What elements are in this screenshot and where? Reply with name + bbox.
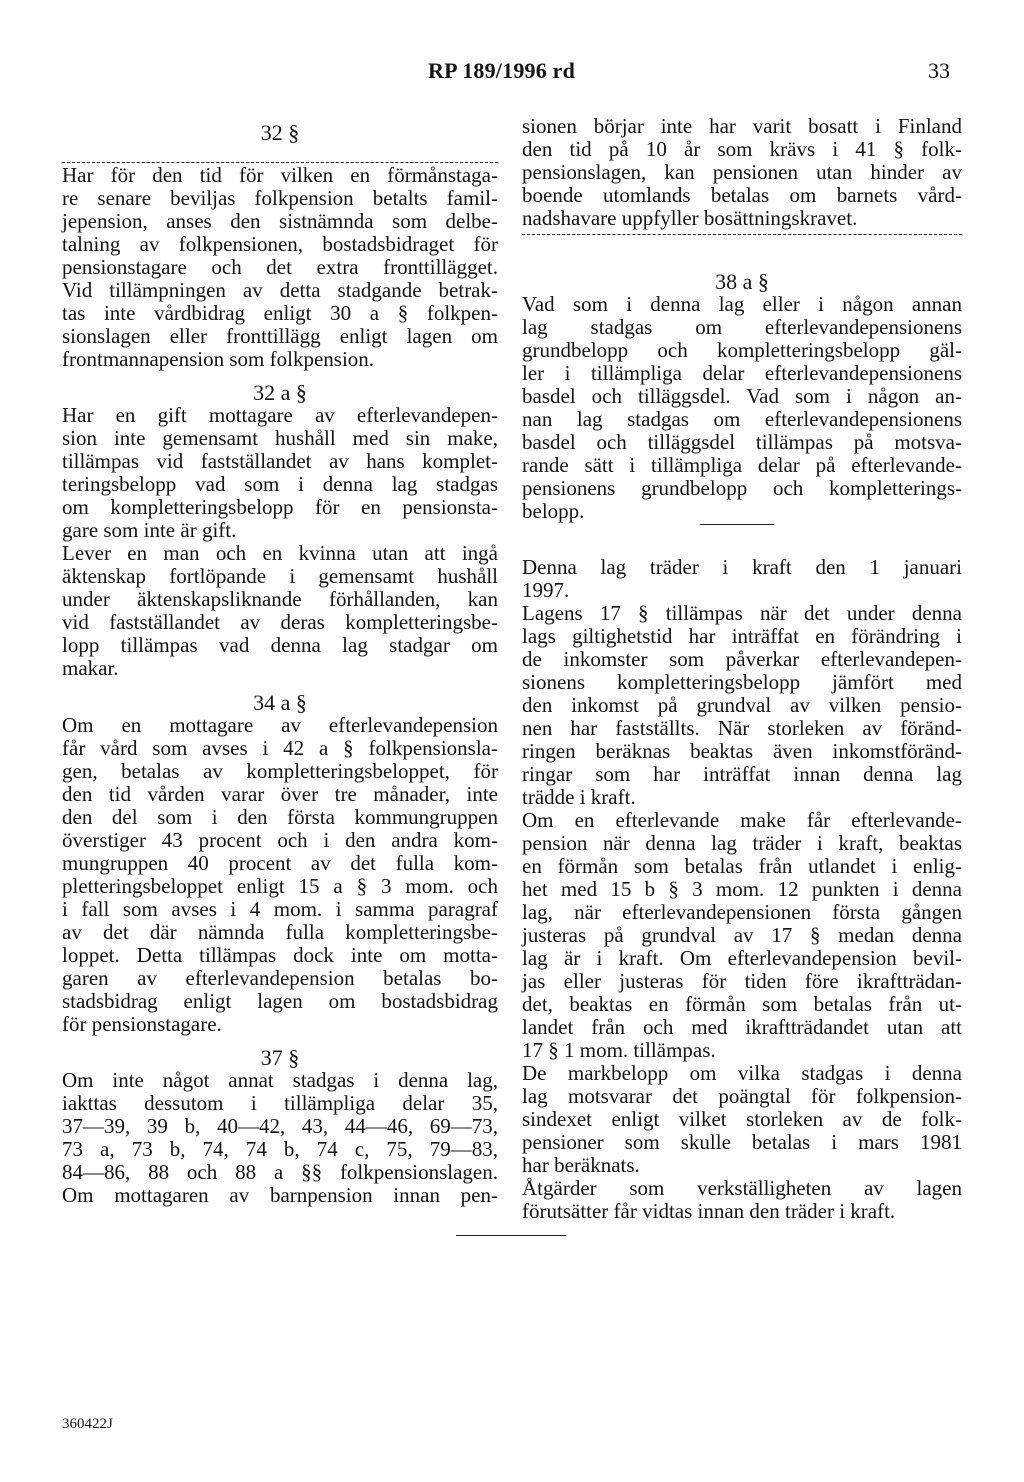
section-dash-rule — [62, 162, 498, 163]
text-line: 37—39, 39 b, 40—42, 43, 44—46, 69—73, — [62, 1114, 498, 1138]
text-line: överstiger 43 procent och i den andra kom- — [62, 828, 498, 852]
text-line: garen av efterlevandepension betalas bo- — [62, 966, 498, 990]
text-line: lag stadgas om efterlevandepensionens — [522, 315, 962, 339]
text-line: pensionstagare och det extra fronttillägget. — [62, 255, 498, 279]
text-line: i fall som avses i 4 mom. i samma paragraf — [62, 897, 498, 921]
text-line: lag, när efterlevandepensionen första gången — [522, 900, 962, 924]
text-line: förutsätter får vidtas innan den träder i kraft. — [522, 1199, 896, 1223]
text-line: för pensionstagare. — [62, 1012, 222, 1036]
text-line: basdel och tilläggsdel. Vad som i någon an- — [522, 384, 962, 408]
text-line: sion inte gemensamt hushåll med sin make, — [62, 426, 498, 450]
text-line: nadshavare uppfyller bosättningskravet. — [522, 206, 858, 230]
document-code: 360422J — [62, 1416, 113, 1432]
text-line: iakttas dessutom i tillämpliga delar 35, — [62, 1091, 498, 1115]
text-line: vid fastställandet av deras kompletteringsbe- — [62, 610, 498, 634]
text-line: jepension, anses den sistnämnda som delbe- — [62, 209, 498, 233]
text-line: gare som inte är gift. — [62, 518, 237, 542]
text-line: av det där nämnda fulla kompletteringsbe- — [62, 920, 498, 944]
text-line: lag är i kraft. Om efterlevandepension bevil- — [522, 946, 962, 970]
text-line: het med 15 b § 3 mom. 12 punkten i denna — [522, 877, 962, 901]
text-line: pensioner som skulle betalas i mars 1981 — [522, 1130, 962, 1154]
text-line: Vid tillämpningen av detta stadgande betrak- — [62, 278, 498, 302]
text-line: pensionens grundbelopp och kompletterings- — [522, 476, 962, 500]
text-line: lopp tillämpas vad denna lag stadgar om — [62, 633, 498, 657]
text-line: 1997. — [522, 578, 570, 602]
text-line: sionens kompletteringsbelopp jämfört med — [522, 670, 962, 694]
text-line: Lagens 17 § tillämpas när det under denna — [522, 601, 962, 625]
end-separator-rule — [456, 1235, 566, 1236]
section-heading: 32 § — [260, 120, 300, 145]
section-heading: 32 a § — [253, 380, 307, 405]
text-line: har beräknats. — [522, 1153, 640, 1177]
text-line: gen, betalas av kompletteringsbeloppet, för — [62, 759, 498, 783]
text-line: belopp. — [522, 499, 585, 523]
text-line: teringsbelopp vad som i denna lag stadgas — [62, 472, 498, 496]
text-line: den tid på 10 år som krävs i 41 § folk- — [522, 137, 962, 161]
text-line: får vård som avses i 42 a § folkpensionsla- — [62, 736, 498, 760]
text-line: ringen beräknas beaktas även inkomstföränd- — [522, 739, 962, 763]
text-line: loppet. Detta tillämpas dock inte om motta- — [62, 943, 498, 967]
text-line: tas inte vårdbidrag enligt 30 a § folkpen- — [62, 301, 498, 325]
text-line: 73 a, 73 b, 74, 74 b, 74 c, 75, 79—83, — [62, 1137, 498, 1161]
text-line: ler i tillämpliga delar efterlevandepensionens — [522, 361, 962, 385]
section-dash-rule — [522, 234, 962, 235]
text-line: en förmån som betalas från utlandet i enlig- — [522, 854, 962, 878]
text-line: den tid vården varar över tre månader, inte — [62, 782, 498, 806]
text-line: Om mottagaren av barnpension innan pen- — [62, 1183, 498, 1207]
text-line: makar. — [62, 656, 119, 680]
text-line: sionslagen eller fronttillägg enligt lagen om — [62, 324, 498, 348]
text-line: frontmannapension som folkpension. — [62, 347, 375, 371]
text-line: Har en gift mottagare av efterlevandepen- — [62, 403, 498, 427]
text-line: landet från och med ikraftträdandet utan att — [522, 1015, 962, 1039]
text-line: sionen börjar inte har varit bosatt i Finland — [522, 114, 962, 138]
text-line: äktenskap fortlöpande i gemensamt hushåll — [62, 564, 498, 588]
text-line: Om en efterlevande make får efterlevande- — [522, 808, 962, 832]
text-line: justeras på grundval av 17 § medan denna — [522, 923, 962, 947]
text-line: 84—86, 88 och 88 a §§ folkpensionslagen. — [62, 1160, 498, 1184]
text-line: pletteringsbeloppet enligt 15 a § 3 mom. och — [62, 874, 498, 898]
text-line: nan lag stadgas om efterlevandepensionens — [522, 407, 962, 431]
text-line: pensionslagen, kan pensionen utan hinder av — [522, 160, 962, 184]
text-line: talning av folkpensionen, bostadsbidraget för — [62, 232, 498, 256]
section-heading: 37 § — [260, 1045, 300, 1070]
text-line: Lever en man och en kvinna utan att ingå — [62, 541, 498, 565]
text-line: grundbelopp och kompletteringsbelopp gäl- — [522, 338, 962, 362]
text-line: trädde i kraft. — [522, 785, 636, 809]
text-line: tillämpas vid fastställandet av hans komplet- — [62, 449, 498, 473]
text-line: boende utomlands betalas om barnets vård- — [522, 183, 962, 207]
page-header-title: RP 189/1996 rd — [428, 58, 576, 83]
text-line: ringar som har inträffat innan denna lag — [522, 762, 962, 786]
text-line: pension när denna lag träder i kraft, beaktas — [522, 831, 962, 855]
text-line: Om en mottagare av efterlevandepension — [62, 713, 498, 737]
text-line: under äktenskapsliknande förhållanden, kan — [62, 587, 498, 611]
text-line: stadsbidrag enligt lagen om bostadsbidrag — [62, 989, 498, 1013]
text-line: Har för den tid för vilken en förmånstaga- — [62, 163, 498, 187]
text-line: den del som i den första kommungruppen — [62, 805, 498, 829]
text-line: Åtgärder som verkställigheten av lagen — [522, 1176, 962, 1200]
section-separator-rule — [700, 524, 774, 525]
text-line: de inkomster som påverkar efterlevandepen- — [522, 647, 962, 671]
text-line: det, beaktas en förmån som betalas från ut- — [522, 992, 962, 1016]
text-line: jas eller justeras för tiden före ikraftträdan- — [522, 969, 962, 993]
text-line: rande sätt i tillämpliga delar på efterlevande- — [522, 453, 962, 477]
text-line: De markbelopp om vilka stadgas i denna — [522, 1061, 962, 1085]
text-line: lags giltighetstid har inträffat en förändring i — [522, 624, 962, 648]
text-line: Denna lag träder i kraft den 1 januari — [522, 555, 962, 579]
text-line: re senare beviljas folkpension betalts famil- — [62, 186, 498, 210]
text-line: om kompletteringsbelopp för en pensionsta- — [62, 495, 498, 519]
section-heading: 34 a § — [253, 690, 307, 715]
section-heading: 38 a § — [715, 269, 769, 294]
text-line: basdel och tilläggsdel tillämpas på motsva- — [522, 430, 962, 454]
text-line: Om inte något annat stadgas i denna lag, — [62, 1068, 498, 1092]
text-line: lag motsvarar det poängtal för folkpension- — [522, 1084, 962, 1108]
text-line: Vad som i denna lag eller i någon annan — [522, 292, 962, 316]
text-line: den inkomst på grundval av vilken pensio- — [522, 693, 962, 717]
text-line: nen har fastställts. När storleken av föränd- — [522, 716, 962, 740]
text-line: mungruppen 40 procent av det fulla kom- — [62, 851, 498, 875]
text-line: sindexet enligt vilket storleken av de folk- — [522, 1107, 962, 1131]
text-line: 17 § 1 mom. tillämpas. — [522, 1038, 716, 1062]
page-number: 33 — [928, 58, 950, 83]
